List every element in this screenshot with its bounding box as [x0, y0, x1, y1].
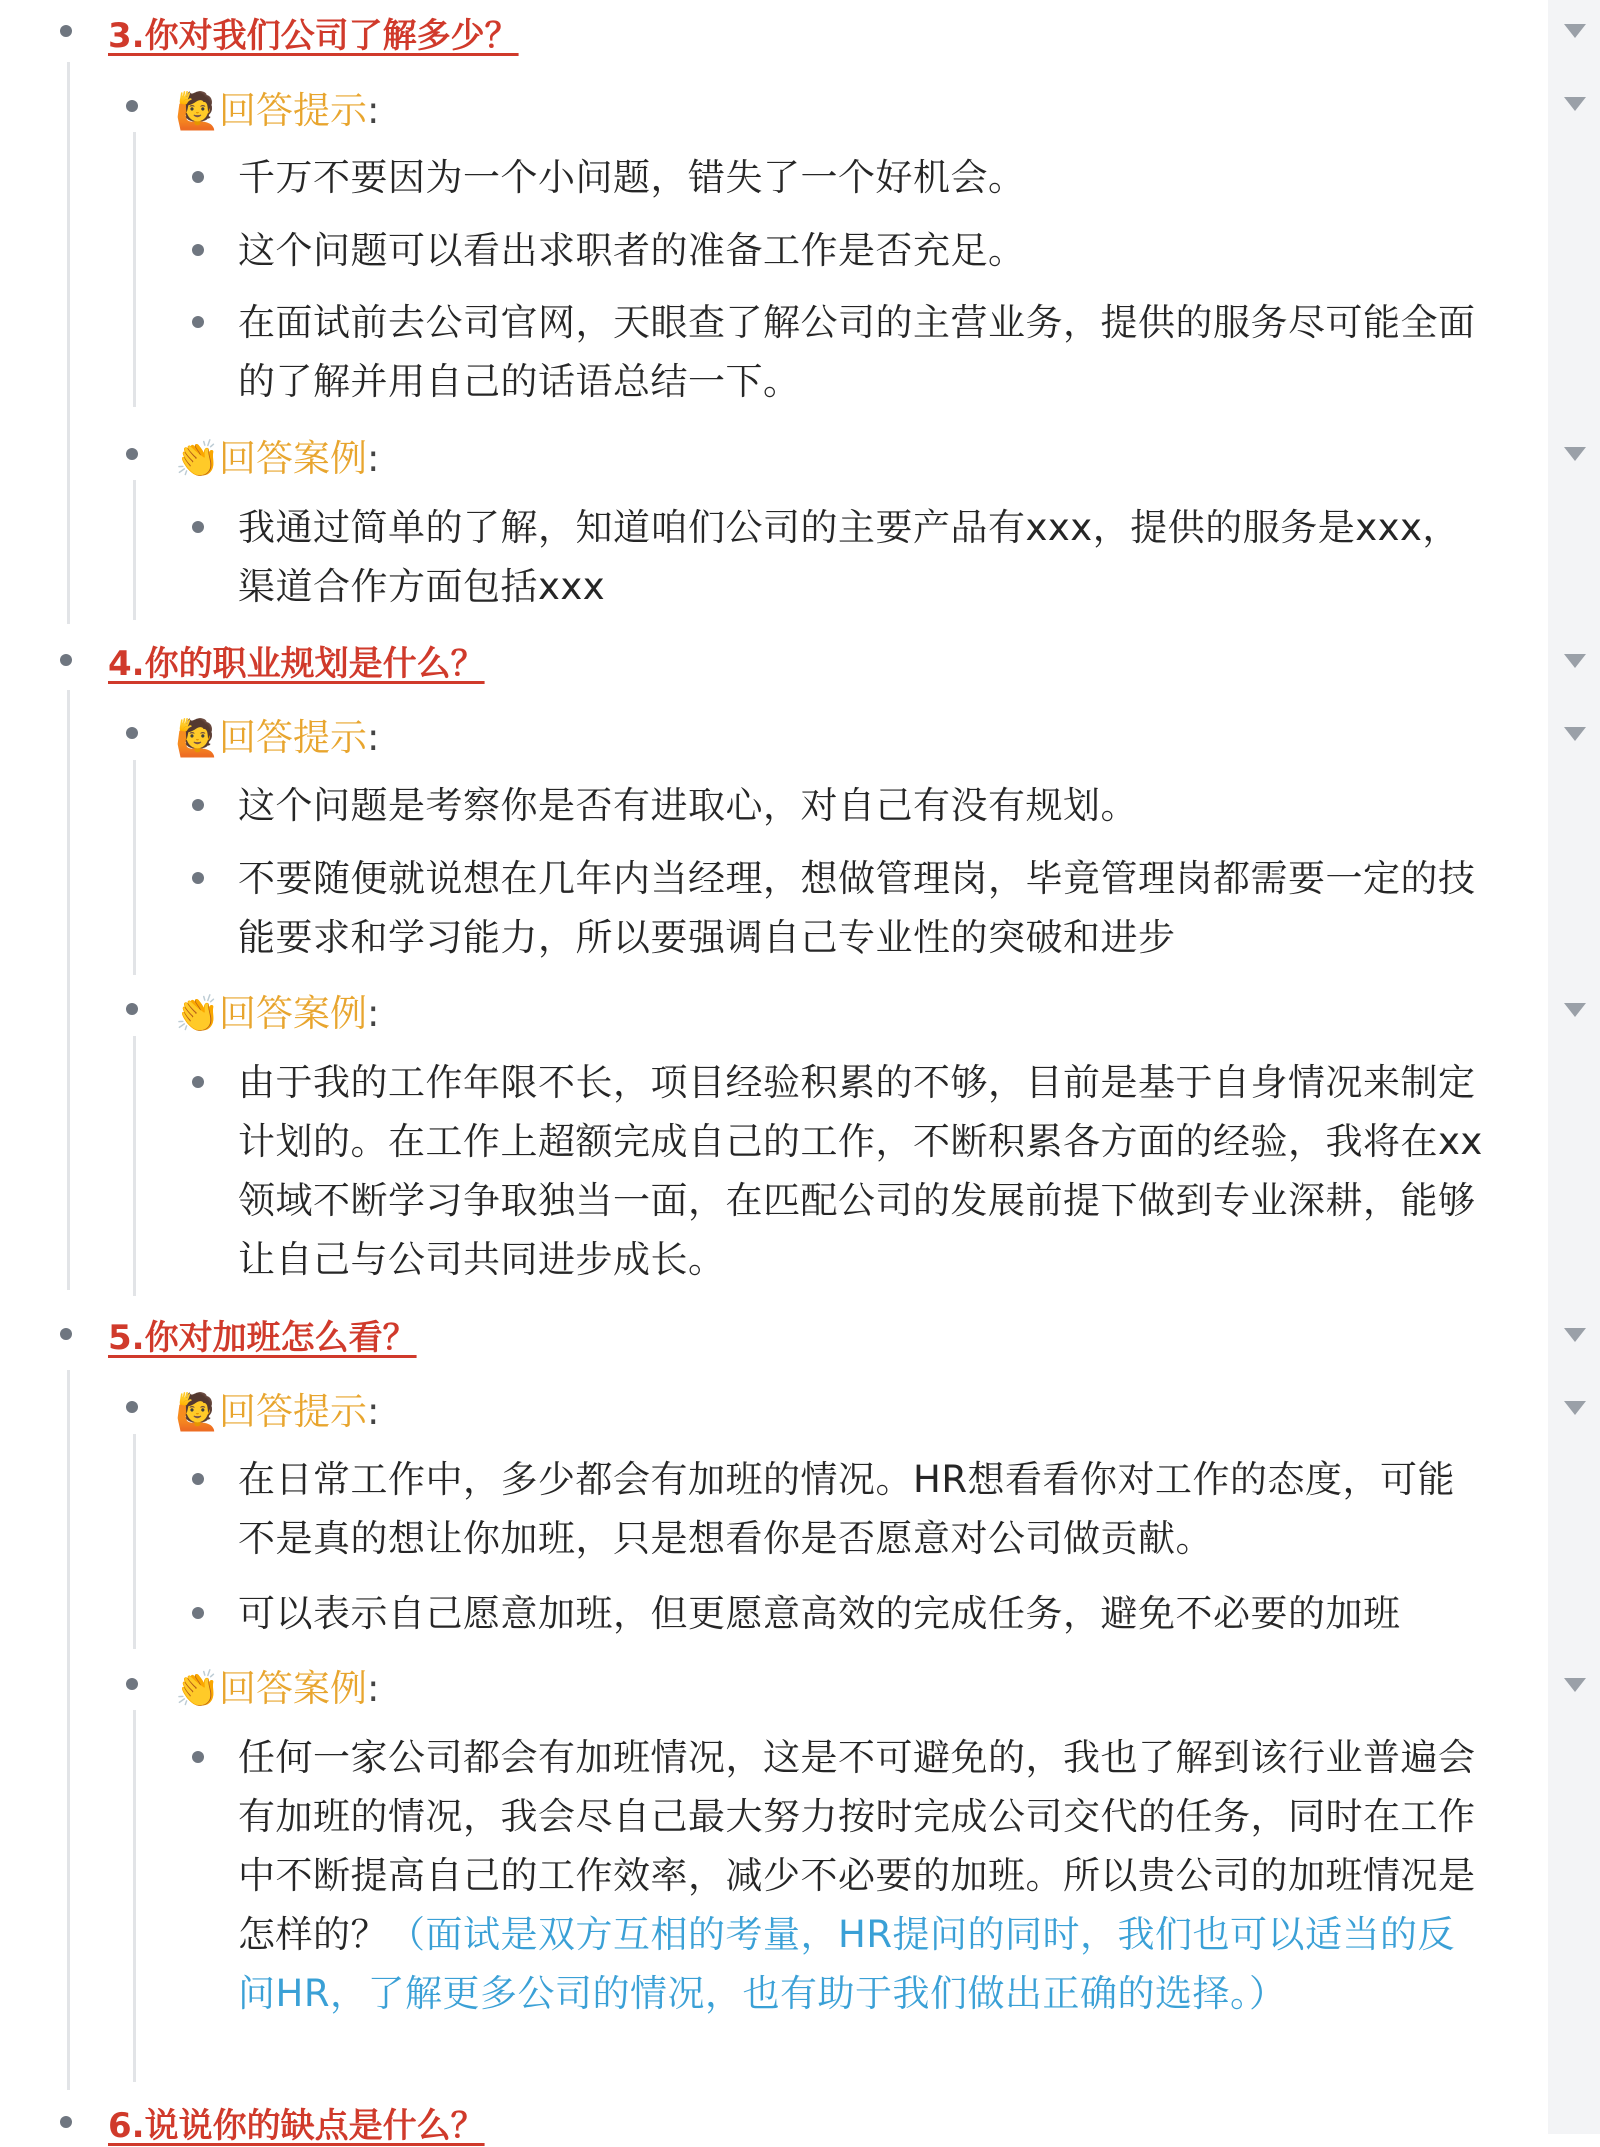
fold-triangle-icon[interactable]: [1564, 654, 1586, 668]
fold-triangle-icon[interactable]: [1564, 447, 1586, 461]
label-rail: [133, 1036, 136, 1296]
item-bullet[interactable]: [192, 1607, 204, 1619]
section-title[interactable]: 4.你的职业规划是什么？: [108, 644, 485, 684]
hint-item: 这个问题是考察你是否有进取心，对自己有没有规划。: [238, 784, 1138, 827]
label-bullet[interactable]: [126, 1678, 138, 1690]
label-bullet[interactable]: [126, 727, 138, 739]
item-bullet[interactable]: [192, 1751, 204, 1763]
label-bullet[interactable]: [126, 448, 138, 460]
hint-item: 不要随便就说想在几年内当经理，想做管理岗，毕竟管理岗都需要一定的技能要求和学习能力，所以要强调自己专业性的突破和进步: [238, 857, 1476, 959]
section-bullet[interactable]: [60, 25, 72, 37]
section-rail: [67, 62, 70, 624]
clapping-hands-icon: 👏: [175, 439, 220, 480]
label-rail: [133, 480, 136, 620]
section-bullet[interactable]: [60, 654, 72, 666]
fold-triangle-icon[interactable]: [1564, 1401, 1586, 1415]
item-bullet[interactable]: [192, 1473, 204, 1485]
clapping-hands-icon: 👏: [175, 994, 220, 1035]
example-item: [238, 1728, 1488, 2023]
example-item: 我通过简单的了解，知道咱们公司的主要产品有xxx，提供的服务是xxx，渠道合作方面包括xxx: [238, 506, 1460, 608]
section-title[interactable]: 3.你对我们公司了解多少？: [108, 16, 519, 56]
hint-label[interactable]: 🙋回答提示:: [175, 89, 380, 132]
section-rail: [67, 690, 70, 1290]
item-bullet[interactable]: [192, 244, 204, 256]
item-bullet[interactable]: [192, 521, 204, 533]
hint-item: 千万不要因为一个小问题，错失了一个好机会。: [238, 156, 1026, 199]
example-label[interactable]: 👏回答案例:: [175, 992, 380, 1035]
hint-item: 可以表示自己愿意加班，但更愿意高效的完成任务，避免不必要的加班: [238, 1592, 1401, 1635]
fold-triangle-icon[interactable]: [1564, 97, 1586, 111]
item-bullet[interactable]: [192, 872, 204, 884]
label-bullet[interactable]: [126, 1401, 138, 1413]
example-note: （面试是双方互相的考量，HR提问的同时，我们也可以适当的反问HR，了解更多公司的情况，也有助于我们做出正确的选择。）: [238, 1913, 1456, 2015]
section-bullet[interactable]: [60, 2116, 72, 2128]
fold-triangle-icon[interactable]: [1564, 1328, 1586, 1342]
example-label[interactable]: 👏回答案例:: [175, 1667, 380, 1710]
item-bullet[interactable]: [192, 799, 204, 811]
item-bullet[interactable]: [192, 1076, 204, 1088]
fold-triangle-icon[interactable]: [1564, 727, 1586, 741]
example-label[interactable]: 👏回答案例:: [175, 437, 380, 480]
section-title[interactable]: 5.你对加班怎么看？: [108, 1318, 417, 1358]
example-item-text: 任何一家公司都会有加班情况，这是不可避免的，我也了解到该行业普遍会有加班的情况，我会尽自己最大努力按时完成公司交代的任务，同时在工作中不断提高自己的工作效率，减少不必要的加班。所以贵公司的加班情况是怎样的？: [238, 1736, 1476, 1956]
clapping-hands-icon: 👏: [175, 1669, 220, 1710]
hint-label[interactable]: 🙋回答提示:: [175, 1390, 380, 1433]
label-bullet[interactable]: [126, 1003, 138, 1015]
hint-label[interactable]: 🙋回答提示:: [175, 716, 380, 759]
label-rail: [133, 132, 136, 407]
example-item: 由于我的工作年限不长，项目经验积累的不够，目前是基于自身情况来制定计划的。在工作上超额完成自己的工作，不断积累各方面的经验，我将在xx领域不断学习争取独当一面，在匹配公司的发展前提下做到专业深耕，能够让自己与公司共同进步成长。: [238, 1061, 1483, 1281]
label-rail: [133, 1710, 136, 2082]
hint-item: 在日常工作中，多少都会有加班的情况。HR想看看你对工作的态度，可能不是真的想让你加班，只是想看你是否愿意对公司做贡献。: [238, 1458, 1456, 1560]
section-bullet[interactable]: [60, 1328, 72, 1340]
label-bullet[interactable]: [126, 100, 138, 112]
raising-hand-icon: 🙋: [175, 1392, 220, 1433]
fold-triangle-icon[interactable]: [1564, 1003, 1586, 1017]
item-bullet[interactable]: [192, 171, 204, 183]
section-title[interactable]: 6.说说你的缺点是什么？: [108, 2106, 485, 2146]
fold-triangle-icon[interactable]: [1564, 24, 1586, 38]
section-rail: [67, 1370, 70, 2090]
label-rail: [133, 1434, 136, 1649]
item-bullet[interactable]: [192, 316, 204, 328]
fold-gutter: [1548, 0, 1600, 2134]
raising-hand-icon: 🙋: [175, 91, 220, 132]
label-rail: [133, 760, 136, 975]
hint-item: 在面试前去公司官网，天眼查了解公司的主营业务，提供的服务尽可能全面的了解并用自己的话语总结一下。: [238, 301, 1476, 403]
fold-triangle-icon[interactable]: [1564, 1678, 1586, 1692]
hint-item: 这个问题可以看出求职者的准备工作是否充足。: [238, 229, 1026, 272]
raising-hand-icon: 🙋: [175, 718, 220, 759]
